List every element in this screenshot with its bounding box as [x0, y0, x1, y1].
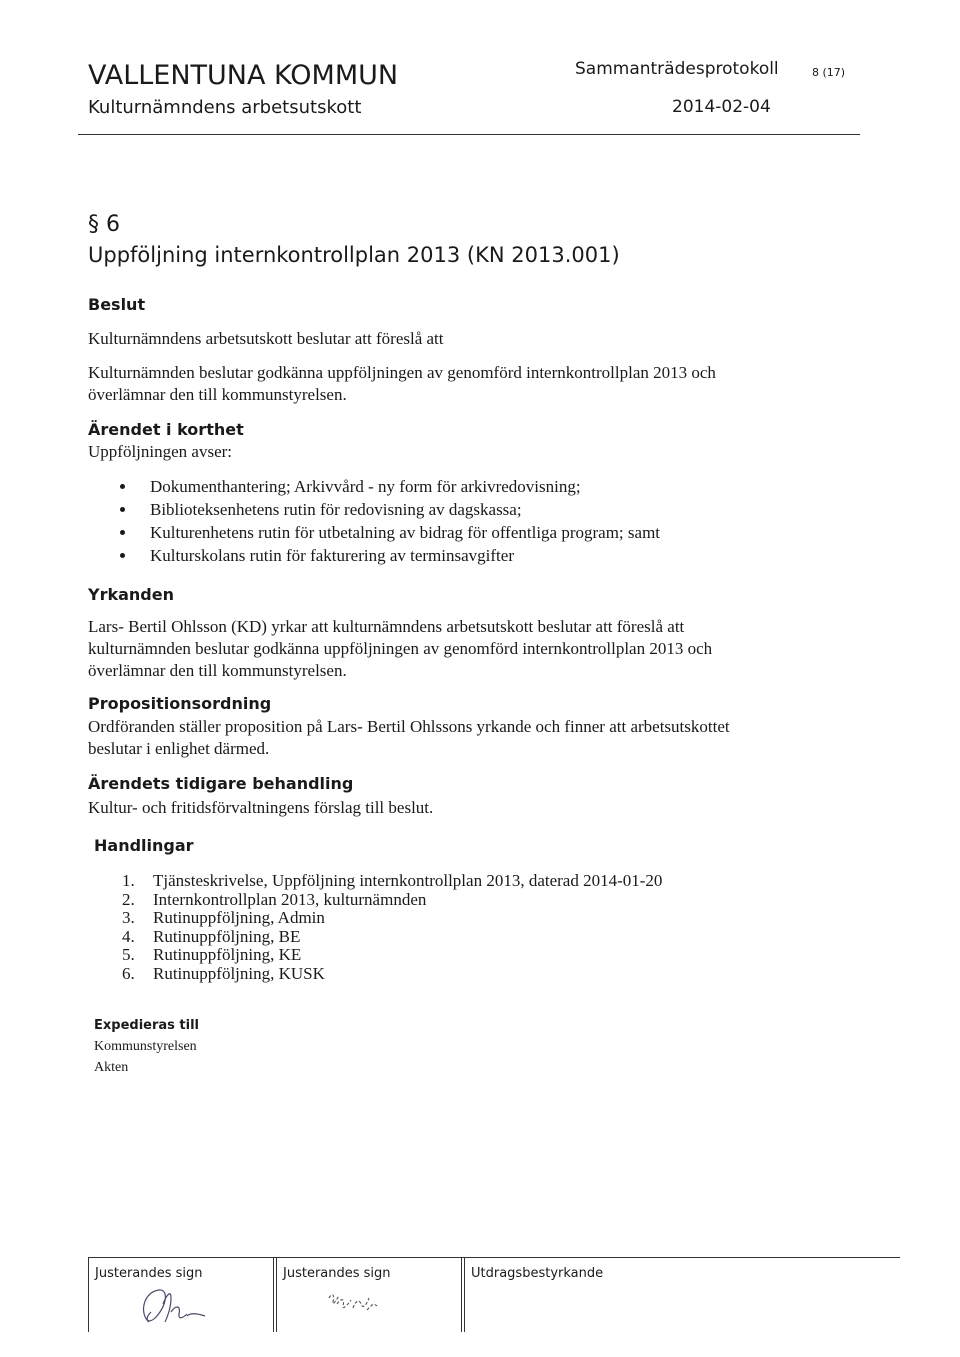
list-item: [120, 498, 660, 521]
list-item: [122, 872, 662, 891]
recipient-akten: Akten: [94, 1060, 129, 1075]
heading-arendet: Ärendet i korthet: [88, 420, 244, 439]
handwritten-signature-1: [129, 1284, 239, 1330]
list-item: [120, 521, 660, 544]
yrkanden-line-1: Lars- Bertil Ohlsson (KD) yrkar att kulturnämndens arbetsutskott beslutar att föreslå att: [88, 617, 685, 636]
list-item-text: Rutinuppföljning, KE: [153, 945, 302, 964]
bullet-icon: [120, 484, 125, 489]
propositionsordning-line-1: Ordföranden ställer proposition på Lars- Bertil Ohlssons yrkande och finner att arbetsutskottet: [88, 717, 730, 736]
bullet-icon: [120, 530, 125, 535]
list-item: [122, 965, 662, 984]
signature-box-1: [88, 1257, 274, 1332]
heading-yrkanden: Yrkanden: [88, 585, 174, 604]
signature-box-2: [276, 1257, 462, 1332]
handwritten-signature-2: [301, 1284, 421, 1324]
beslut-text-line-1: Kulturnämnden beslutar godkänna uppföljningen av genomförd internkontrollplan 2013 och: [88, 363, 716, 382]
heading-propositionsordning: Propositionsordning: [88, 694, 272, 713]
beslut-text-line-2: överlämnar den till kommunstyrelsen.: [88, 385, 347, 404]
signature-box-3: [464, 1257, 645, 1332]
list-item-text: Kulturskolans rutin för fakturering av terminsavgifter: [150, 546, 514, 565]
heading-beslut: Beslut: [88, 295, 146, 314]
arendet-bullet-list: [120, 475, 660, 567]
propositionsordning-line-2: beslutar i enlighet därmed.: [88, 739, 270, 758]
list-item: [122, 946, 662, 965]
list-item-text: Rutinuppföljning, BE: [153, 926, 301, 946]
tidigare-behandling-text: Kultur- och fritidsförvaltningens förslag till beslut.: [88, 798, 434, 817]
list-item-text: Tjänsteskrivelse, Uppföljning internkontrollplan 2013, daterad 2014-01-20: [153, 871, 663, 890]
yrkanden-line-2: kulturnämnden beslutar godkänna uppföljningen av genomförd internkontrollplan 2013 och: [88, 639, 713, 658]
list-item-text: Rutinuppföljning, Admin: [153, 908, 325, 927]
bullet-icon: [120, 507, 125, 512]
list-item-number: 4.: [122, 926, 135, 946]
list-item-number: 1.: [122, 871, 135, 890]
page-number: 8 (17): [812, 66, 846, 79]
list-item: [122, 891, 662, 910]
meeting-date: 2014-02-04: [672, 97, 771, 117]
handlingar-list: [122, 872, 662, 983]
list-item-number: 2.: [122, 889, 135, 909]
list-item: [122, 928, 662, 947]
arendet-intro: Uppföljningen avser:: [88, 442, 232, 461]
list-item-text: Internkontrollplan 2013, kulturnämnden: [153, 889, 427, 909]
list-item-text: Dokumenthantering; Arkivvård - ny form för arkivredovisning;: [150, 477, 581, 496]
paragraph-number: § 6: [88, 212, 120, 237]
list-item: [122, 909, 662, 928]
signature-box-label: Justerandes sign: [283, 1266, 391, 1281]
list-item-number: 5.: [122, 945, 135, 964]
municipality-name: VALLENTUNA KOMMUN: [88, 60, 399, 91]
recipient-kommunstyrelsen: Kommunstyrelsen: [94, 1039, 197, 1054]
list-item-number: 6.: [122, 963, 135, 983]
signature-box-label: Justerandes sign: [95, 1266, 203, 1281]
section-title: Uppföljning internkontrollplan 2013 (KN 2013.001): [88, 243, 620, 267]
committee-name: Kulturnämndens arbetsutskott: [88, 97, 362, 118]
document-type: Sammanträdesprotokoll: [575, 59, 779, 79]
heading-tidigare-behandling: Ärendets tidigare behandling: [88, 774, 354, 793]
yrkanden-line-3: överlämnar den till kommunstyrelsen.: [88, 661, 347, 680]
list-item-text: Kulturenhetens rutin för utbetalning av bidrag för offentliga program; samt: [150, 523, 661, 542]
beslut-intro: Kulturnämndens arbetsutskott beslutar att föreslå att: [88, 329, 444, 348]
list-item-text: Biblioteksenhetens rutin för redovisning av dagskassa;: [150, 500, 522, 519]
signature-box-label: Utdragsbestyrkande: [471, 1266, 604, 1281]
list-item-text: Rutinuppföljning, KUSK: [153, 963, 325, 983]
list-item-number: 3.: [122, 908, 135, 927]
header-divider: [78, 134, 860, 135]
bullet-icon: [120, 553, 125, 558]
heading-handlingar: Handlingar: [94, 836, 194, 855]
list-item: [120, 475, 660, 498]
heading-expedieras: Expedieras till: [94, 1018, 199, 1033]
list-item: [120, 544, 660, 567]
